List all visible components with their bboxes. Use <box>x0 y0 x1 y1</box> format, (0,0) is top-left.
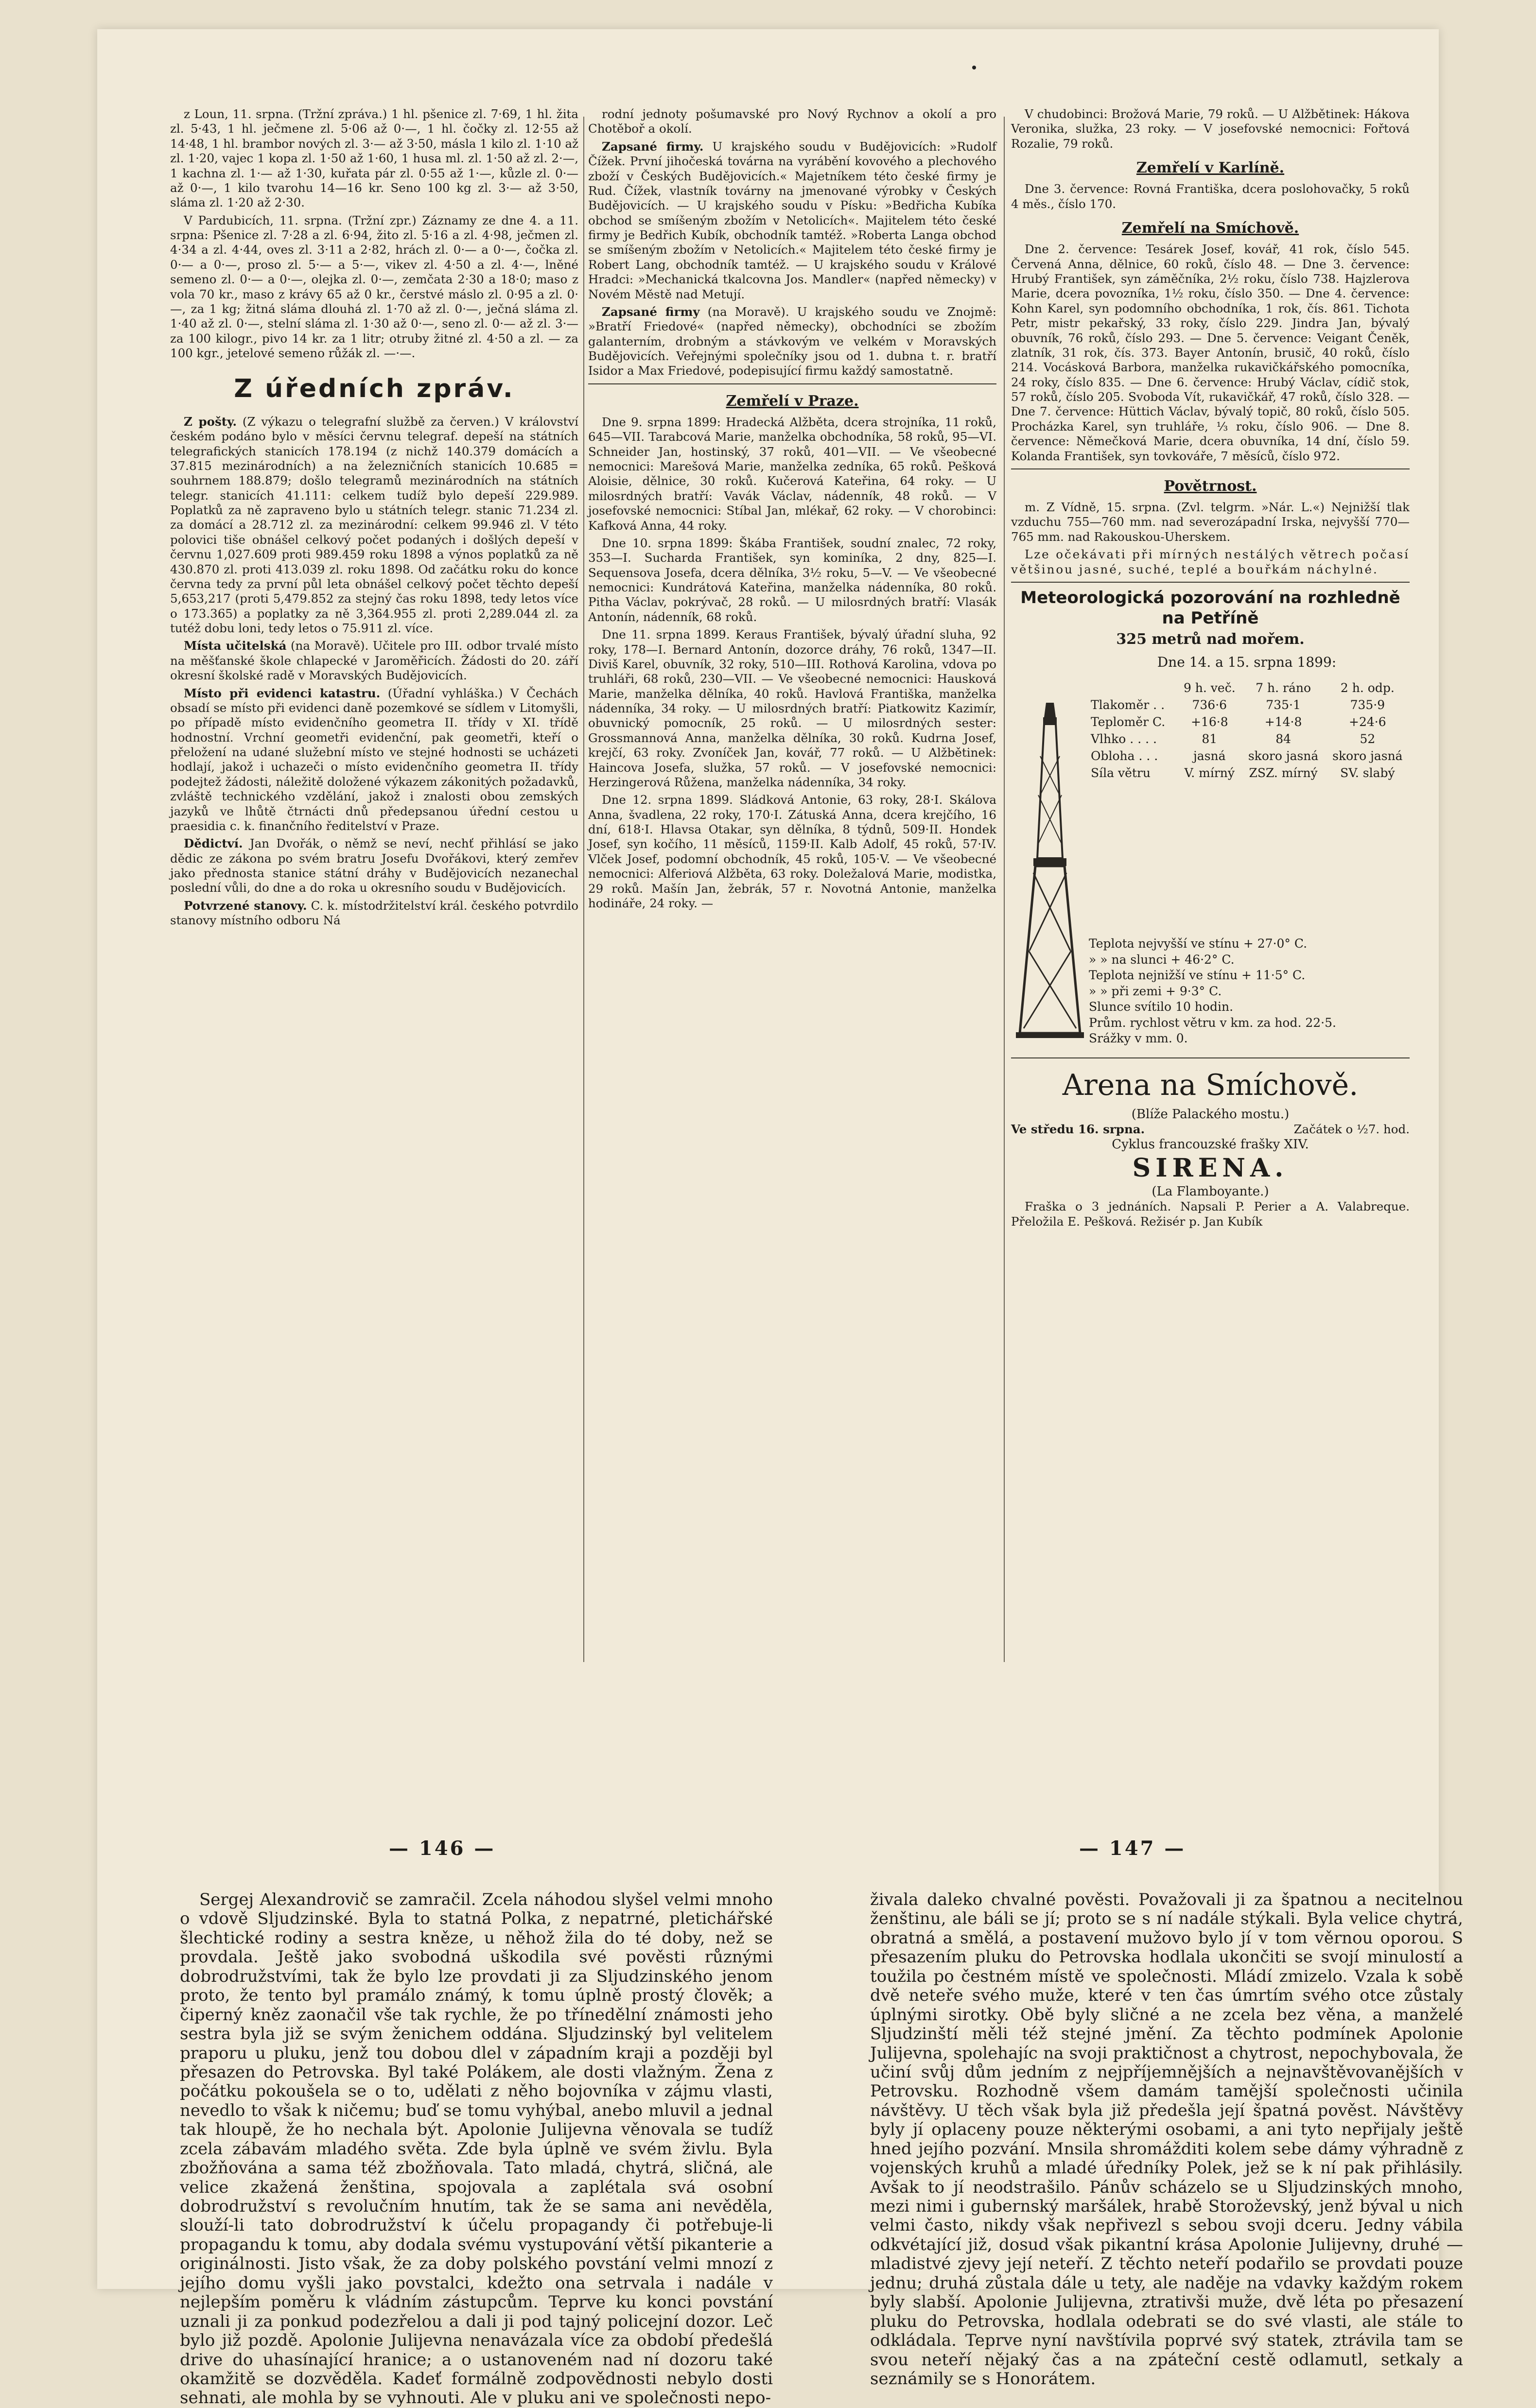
meteo-box <box>1011 588 1410 1053</box>
teacher-text: (na Moravě). Učitele pro III. odbor trvalé místo na měšťanské škole chlapecké v Jaroměřicích. Žádosti do 20. září okresní školské radě v Moravských Budějovicích. <box>170 639 578 683</box>
divider-line <box>1011 1057 1410 1058</box>
post-title: Z pošty. <box>184 414 237 429</box>
deaths-aug-10: Dne 10. srpna 1899: Škába František, soudní znalec, 72 roky, 353—I. Sucharda František, syn kominíka, 2 dny, 825—I. Sequensova Josefa, dcera dělníka, 3½ roku, 5—V. — Ve všeobecné nemocnici: Kundrátová Kateřina, manželka nádenníka, 80 roků. Pitha Václav, pokrývač, 28 roků. — U milosrdných bratří: Vlasák Antonín, nádenník, 68 roků. <box>588 536 996 624</box>
divider-line <box>1011 582 1410 583</box>
meteo-row-humidity: Vlhko . . . . 81 84 52 <box>1091 732 1376 746</box>
arena-advert <box>1011 1067 1410 1229</box>
inheritance-title: Dědictví. <box>184 836 243 851</box>
meteo-row-wind: Síla větru V. mírný ZSZ. mírný SV. slabý <box>1091 766 1395 780</box>
meteo-title: Meteorologická pozorování na rozhledně na Petříně <box>1020 588 1400 628</box>
meteo-date: Dne 14. a 15. srpna 1899: <box>1157 654 1337 671</box>
deaths-smichov-heading: Zemřelí na Smíchově. <box>1121 220 1299 237</box>
arena-cycle: Cyklus francouzské frašky XIV. <box>1112 1137 1309 1152</box>
meteo-row-sky: Obloha . . . jasná skoro jasná skoro jasná <box>1091 749 1403 763</box>
deaths-continuation: V chudobinci: Brožová Marie, 79 roků. — U Alžbětinek: Hákova Veronika, služka, 23 roky. — V josefovské nemocnici: Fořtová Rozalie, 79 roků. <box>1011 107 1410 151</box>
deaths-prague-heading: Zemřelí v Praze. <box>726 392 859 410</box>
deaths-smichov-text: Dne 2. července: Tesárek Josef, kovář, 41 rok, číslo 545. Červená Anna, dělnice, 60 roků, číslo 48. — Dne 3. července: Hrubý František, syn záměčníka, 2½ roku, číslo 738. Hajzlerova Marie, dcera povozníka, 1½ roku, číslo 350. — Dne 4. července: Kohn Karel, syn podomního obchodníka, 1 rok, čís. 861. Tichota Petr, mistr pekařský, 33 roky, číslo 229. Jindra Jan, bývalý obuvník, 76 roků, číslo 293. — Dne 5. července: Veigant Čeněk, zlatník, 31 rok, čís. 373. Bayer Antonín, brusič, 40 roků, číslo 214. Vocásková Barbora, manželka rukavičkářského pomocníka, 24 roky, číslo 835. — Dne 6. července: Hrubý Václav, cídič stok, 57 roků, číslo 205. Svoboda Vít, rukavičkář, 47 roků, číslo 328. — Dne 7. července: Hüttich Václav, bývalý topič, 80 roků, číslo 505. Procházka Karel, syn truhláře, ⅓ roku, číslo 906. — Dne 8. července: Němečková Marie, dcera obuvníka, 14 dní, číslo 59. Kolanda František, syn tovkováře, 7 měsíců, číslo 972. <box>1011 242 1410 463</box>
cadastre-text: (Úřadní vyhláška.) V Čechách obsadí se místo při evidenci daně pozemkové se sídlem v Litomyšli, po případě místo evidenčního geometra II. třídy v XI. třídě hodnostní. Vrchní geometři evidenční, pak geometři, kteří o přeložení na udané služební místo ve stejné hodnosti se ucházeti hodlají, jakož i uchazeči o místo evidenčního geometra II. třídy podejtež žádosti, náležitě doložené výkazem zákonitých požadavků, zvláště technického vzdělání, jakož i znalosti obou zemských jazyků ve lhůtě čtrnácti dnů předepsanou úřední cestou u praesidia c. k. finančního ředitelství v Praze. <box>170 686 578 833</box>
arena-credits: Fraška o 3 jednáních. Napsali P. Perier a A. Valabreque. Přeložila E. Pešková. Režisér p. Jan Kubík <box>1011 1199 1410 1229</box>
weather-forecast: Lze očekávati při mírných nestálých větrech počasí většinou jasné, suché, teplé a bouřkám náchylné. <box>1011 547 1410 576</box>
feuilleton-left-text: Sergej Alexandrovič se zamračil. Zcela náhodou slyšel velmi mnoho o vdově Sljudzinské. Byla to statná Polka, z nepatrné, pletichářské šlechtické rodiny a sestra kněze, u něhož žila do té doby, než se provdala. Ještě jako svobodná uškodila své pověsti různými dobrodružstvími, tak že bylo lze provdati ji za Sljudzinského jenom proto, že tento byl pramálo známý, k tomu úplně prostý člověk; a čiperný kněz zaonačil vše tak rychle, že po třínedělní známosti jeho sestra byla již se svým ženichem oddána. Sljudzinský byl velitelem praporu u pluku, jenž tou dobou dlel v západním kraji a později byl přesazen do Petrovska. Byl také Polákem, ale dosti vlažným. Žena z počátku pokoušela se o to, udělati z něho bojovníka v zájmu vlasti, nevedlo to však k ničemu; buď se tomu vyhýbal, anebo mluvil a jednal tak hloupě, že ho nechala být. Apolonie Julijevna věnovala se tudíž zcela zábavám mladého světa. Zde byla úplně ve svém živlu. Byla zbožňována a sama též zbožňovala. Tato mladá, chytrá, sličná, ale velice zkažená ženština, spojovala a zaplétala svá osobní dobrodružství s revolučním hnutím, tak že se sama ani nevěděla, slouží-li tato dobrodružství k účelu propagandy či potřebuje-li propagandu k tomu, aby dodala svému vystupování větší pikanterie a originálnosti. Jisto však, že za doby polského povstání velmi mnozí z jejího domu vyšli jako povstalci, kdežto ona setrvala i nadále v nejlepším poměru k vládním zástupcům. Teprve ku konci povstání uznali ji za ponkud podezřelou a dali ji pod tajný policejní dozor. Leč bylo již pozdě. Apolonie Julijevna nenavázala více za období předešlá drive do uhasínající hranice; a o ustanoveném nad ní dozoru také okamžitě se dozvěděla. Kadeť formálně zodpovědnosti nebylo dosti sehnati, ale mohla by se vyhnouti. Ale v pluku ani ve společnosti nepo- <box>180 1890 773 2408</box>
market-report-pardubice: V Pardubicích, 11. srpna. (Tržní zpr.) Záznamy ze dne 4. a 11. srpna: Pšenice zl. 7·28 a zl. 6·94, žito zl. 5·16 a zl. 4·98, ječmen zl. 4·34 a zl. 4·44, oves zl. 3·11 a 2·82, hrách zl. 0·— a 0·—, čočka zl. 0·— a 0·—, proso zl. 5·— a 5·—, vikev zl. 4·50 a zl. 4·—, lněné semeno zl. 0·— a 0·—, olejka zl. 0·—, zemčata 2·30 a 18·0; maso z vola 70 kr., maso z krávy 65 až 0 kr., čerstvé máslo zl. 0·95 a zl. 0·—, za 1 kg; žitná sláma dlouhá zl. 1·70 až zl. 0·—, ječná sláma zl. 1·40 až zl. 0·—, stelní sláma zl. 1·30 až 0·—, seno zl. 0·— až zl. 3·— za 100 kilogr., pivo 14 kr. za 1 litr; otruby žitné zl. 4·50 a zl. — za 100 kgr., jetelové semeno růžák zl. —·—. <box>170 213 578 360</box>
deaths-karlin-text: Dne 3. července: Rovná Františka, dcera poslohovačky, 5 roků 4 měs., číslo 170. <box>1011 182 1410 211</box>
arena-subtitle: (Blíže Palackého mostu.) <box>1131 1107 1290 1122</box>
post-text: (Z výkazu o telegrafní službě za červen.) V království českém podáno bylo v měsíci červnu telegraf. depeší na státních telegrafických stanicích 178.194 (z nichž 140.379 domácích a 37.815 mezinárodních) a na železničních stanicích 10.685 = souhrnem 188.879; došlo telegramů mezinárodních na státních telegr. stanicích 41.111: celkem tudíž bylo depeší 229.989. Poplatků za ně zapraveno bylo u státních telegr. stanic 71.234 zl. za domácí a 28.712 zl. za mezinárodní: celkem 99.946 zl. V této polovici tiše obnášel celkový počet podaných i došlých depeší v červnu 1,027.609 proti 989.459 roku 1898 a výnos poplatků za ně 430.870 zl. proti 413.039 zl. roku 1898. Od začátku roku do konce června tedy za první půl leta obnášel celkový počet těchto depeší 5,653,217 (proti 5,479.852 za stejný čas roku 1898, tedy letos více o 173.365) a poplatky za ně 3,364.955 zl. proti 2,289.044 zl. za tutéž dobu loni, tedy letos o 75.911 zl. více. <box>170 414 578 636</box>
arena-play-title: SIRENA. <box>1132 1153 1289 1183</box>
divider-line <box>588 383 996 384</box>
section-heading-official: Z úředních zpráv. <box>234 374 515 404</box>
post-telegraph-report <box>170 415 578 636</box>
cadastre-title: Místo při evidenci katastru. <box>184 686 381 700</box>
meteo-extra: Teplota nejvyšší ve stínu + 27·0° C. » » na slunci + 46·2° C. Teplota nejnižší ve stínu + 11·5° C. » » při zemi + 9·3° C. Slunce svítilo 10 hodin. Prům. rychlost větru v km. za hod. 22·5. Srážky v mm. 0. <box>1089 936 1336 1046</box>
statutes-notice <box>170 899 578 928</box>
registered-firms-bohemia <box>588 139 996 302</box>
teacher-title: Místa učitelská <box>184 639 287 653</box>
column-left <box>170 107 578 1681</box>
arena-start: Začátek o ½7. hod. <box>1293 1122 1410 1137</box>
weather-heading: Povětrnost. <box>1164 477 1257 495</box>
market-report-louny: z Loun, 11. srpna. (Tržní zpráva.) 1 hl. pšenice zl. 7·69, 1 hl. žita zl. 5·43, 1 hl. ječmene zl. 5·06 až 0·—, 1 hl. čočky zl. 12·55 až 14·48, 1 hl. brambor nových zl. 3·— až 3·50, másla 1 kilo zl. 1·10 až zl. 1·20, vajec 1 kopa zl. 1·50 až 1·60, 1 husa ml. zl. 1·50 až zl. 2·—, 1 kachna zl. 1·— až 1·30, kuřata pár zl. 0·55 až 1·—, kůzle zl. 0·— až 0·—, 1 kilo tvarohu 14—16 kr. Seno 100 kg zl. 3·— až 3·50, sláma zl. 1·20 až 2·30. <box>170 107 578 210</box>
inheritance-notice <box>170 836 578 896</box>
cadastre-vacancy <box>170 686 578 834</box>
arena-title: Arena na Smíchově. <box>1062 1068 1359 1103</box>
column-right <box>1011 107 1410 1681</box>
meteo-table <box>1089 679 1410 781</box>
page-number-right: — 147 — <box>1079 1837 1186 1860</box>
firms-moravia-title: Zapsané firmy <box>602 304 700 319</box>
statutes-title: Potvrzené stanovy. <box>184 898 307 913</box>
arena-time-row <box>1011 1122 1410 1137</box>
meteo-row-pressure: Tlakoměr . . 736·6 735·1 735·9 <box>1091 698 1385 712</box>
ink-speck <box>972 66 976 69</box>
column-divider <box>583 117 584 1662</box>
arena-play-subtitle: (La Flamboyante.) <box>1152 1184 1269 1199</box>
deaths-aug-12: Dne 12. srpna 1899. Sládková Antonie, 63 roky, 28·I. Skálova Anna, švadlena, 22 roky, 170·I. Zátuská Anna, dcera krejčího, 16 dní, 618·I. Hlavsa Otakar, syn dělníka, 8 týdnů, 509·II. Hondek Josef, syn kočího, 11 měsíců, 1159·II. Kalb Adolf, 45 roků, 57·IV. Vlček Josef, podomní obchodník, 45 roků, 105·V. — Ve všeobecné nemocnici: Alferiová Alžběta, 63 roky. Doležalová Marie, modistka, 29 roků. Mašín Jan, žebrák, 57 r. Novotná Antonie, manželka hodináře, 24 roky. — <box>588 793 996 910</box>
deaths-karlin-heading: Zemřelí v Karlíně. <box>1136 159 1285 177</box>
statutes-continuation: rodní jednoty pošumavské pro Nový Rychnov a okolí a pro Chotěboř a okolí. <box>588 107 996 136</box>
petrin-tower-icon <box>1016 698 1084 1038</box>
firms-text: U krajského soudu v Budějovicích: »Rudolf Čížek. První jihočeská továrna na vyrábění kovového a plechového zboží v Českých Budějovicích.« Majetníkem této české firmy je Rud. Čížek, vlastník továrny na jmenované výrobky v Českých Budějovicích. — U krajského soudu v Písku: »Bedřicha Kubíka obchod se smíšeným zbožím v Netolicích«. Majitelem této české firmy je Bedřich Kubík, obchodník tamtéž. »Roberta Langa obchod se smíšeným zbožím v Netolicích.« Majitelem této české firmy je Robert Lang, obchodník tamtéž. — U krajského soudu v Králové Hradci: »Mechanická tkalcovna Jos. Mandler« (napřed německy) v Novém Městě nad Metují. <box>588 139 997 301</box>
weather-text: m. Z Vídně, 15. srpna. (Zvl. telgrm. »Nár. L.«) Nejnižší tlak vzduchu 755—760 mm. nad severozápadní Irska, nejvyšší 770—765 mm. nad Rakouskou-Uherskem. <box>1011 500 1410 544</box>
teacher-vacancy <box>170 639 578 683</box>
meteo-header-row: 9 h. več. 7 h. ráno 2 h. odp. <box>1183 681 1395 695</box>
registered-firms-moravia <box>588 305 996 379</box>
feuilleton-left <box>180 1890 773 2408</box>
meteo-panel <box>1011 654 1410 1053</box>
column-divider <box>1004 117 1005 1662</box>
firms-title: Zapsané firmy. <box>602 139 704 154</box>
arena-date: Ve středu 16. srpna. <box>1011 1122 1145 1137</box>
news-columns <box>97 107 1439 1681</box>
firms-moravia-text: (na Moravě). U krajského soudu ve Znojmě: »Bratří Friedové« (napřed německy), obchodníci se zbožím galanterním, drobným a stávkovým ve velkém v Moravských Budějovicích. Veřejnými společníky jsou od 1. dubna t. r. bratří Isidor a Max Friedové, podepisující firmu každý samostatně. <box>588 304 996 378</box>
column-middle <box>588 107 996 1681</box>
divider-line <box>1011 468 1410 469</box>
meteo-row-temperature: Teploměr C. +16·8 +14·8 +24·6 <box>1091 715 1386 729</box>
meteo-subtitle: 325 metrů nad mořem. <box>1116 631 1305 648</box>
inheritance-text: Jan Dvořák, o němž se neví, nechť přihlásí se jako dědic ze zákona po svém bratru Josefu Dvořákovi, který zemřev jako přednosta stanice státní dráhy v Budějovicích nezanechal poslední vůli, do dne a do roka u okresního soudu v Budějovicích. <box>170 836 579 895</box>
page-number-left: — 146 — <box>389 1837 496 1860</box>
deaths-aug-11: Dne 11. srpna 1899. Keraus František, bývalý úřadní sluha, 92 roky, 178—I. Bernard Antonín, dozorce dráhy, 76 roků, 1347—II. Diviš Karel, obuvník, 32 roky, 510—III. Rothová Karolina, vdova po truhláři, 68 roků, 230—VII. — Ve všeobecné nemocnici: Hausková Marie, manželka dělníka, 40 roků. Havlová Františka, manželka nádenníka, 34 roky. — U milosrdných bratří: Piatkowitz Kazimír, obuvnický pomocník, 25 roků. — U milosrdných sester: Grossmannová Anna, manželka dělníka, 30 roků. Kudrna Josef, krejčí, 63 roky. Zvoníček Jan, kovář, 77 roků. — U Alžbětinek: Haincova Josefa, služka, 57 roků. — V josefovské nemocnici: Herzingerová Růžena, manželka nádenníka, 34 roky. <box>588 627 996 789</box>
feuilleton-right <box>870 1890 1463 2389</box>
feuilleton-right-text: živala daleko chvalné pověsti. Považovali ji za špatnou a necitelnou ženštinu, ale báli se jí; proto se s ní nadále stýkali. Byla velice chytrá, obratná a smělá, a postavení mužovo bylo jí v tom věrnou oporou. S přesazením pluku do Petrovska hodlala ukončiti se svojí minulostí a toužila po čestném místě ve společnosti. Mládí zmizelo. Vzala k sobě dvě neteře svého muže, které v ten čas úmrtím svého otce zůstaly úplnými sirotky. Obě byly sličné a ne zcela bez věna, a manželé Sljudzinští měli též stejné jmění. Za těchto podmínek Apolonie Julijevna, spolehajíc na svoji praktičnost a chytrost, nepochybovala, že učiní svůj dům jedním z nejpříjemnějších a nejnavštěvovanějších v Petrovsku. Rozhodně všem damám tamější společnosti učinila návštěvy. U těch však byla již předešla její špatná pověst. Návštěvy byly jí oplaceny pouze některými osobami, a ani tyto nepřijaly ještě hned jejího pozvání. Mnsila shromážditi kolem sebe dámy výhradně z vojenských kruhů a mladé úředníky Polek, jež se k ní pak přihlásily. Avšak to jí neodstrašilo. Pánův scházelo se u Sljudzinských mnoho, mezi nimi i gubernský maršálek, hrabě Storoževský, jenž býval u nich velmi často, nikdy však nepřivezl s sebou svoji dceru. Jedny vábila odkvétající již, dosud však pikantní krása Apolonie Julijevny, druhé — mladistvé zjevy její neteří. Z těchto neteří podařilo se provdati pouze jednu; druhá zůstala dále u tety, ale naděje na vdavky každým rokem byly slabší. Apolonie Julijevna, ztrativši muže, dvě léta po přesazení pluku do Petrovska, hodlala odebrati se do své vlasti, ale stále to odkládala. Teprve nyní navštívila poprvé svý statek, ztrávila tam se svou neteří nějaký čas a na zpáteční cestě odlamutl, setkaly a seznámily se s Honorátem. <box>870 1890 1463 2389</box>
statutes-text: C. k. místodržitelství král. českého potvrdilo stanovy místního odboru Ná <box>170 898 578 928</box>
deaths-aug-9: Dne 9. srpna 1899: Hradecká Alžběta, dcera strojníka, 11 roků, 645—VII. Tarabcová Marie, manželka obchodníka, 58 roků, 95—VI. Schneider Jan, hostinský, 37 roků, 401—VII. — Ve všeobecné nemocnici: Marešová Marie, manželka zedníka, 65 roků. Pešková Aloisie, dělnice, 30 roků. Kučerová Kateřina, 64 roky. — U milosrdných bratří: Vavák Václav, nádenník, 48 roků. — V josefovské nemocnici: Stíbal Jan, mlékař, 62 roky. — V chorobinci: Kafková Anna, 44 roky. <box>588 415 996 533</box>
